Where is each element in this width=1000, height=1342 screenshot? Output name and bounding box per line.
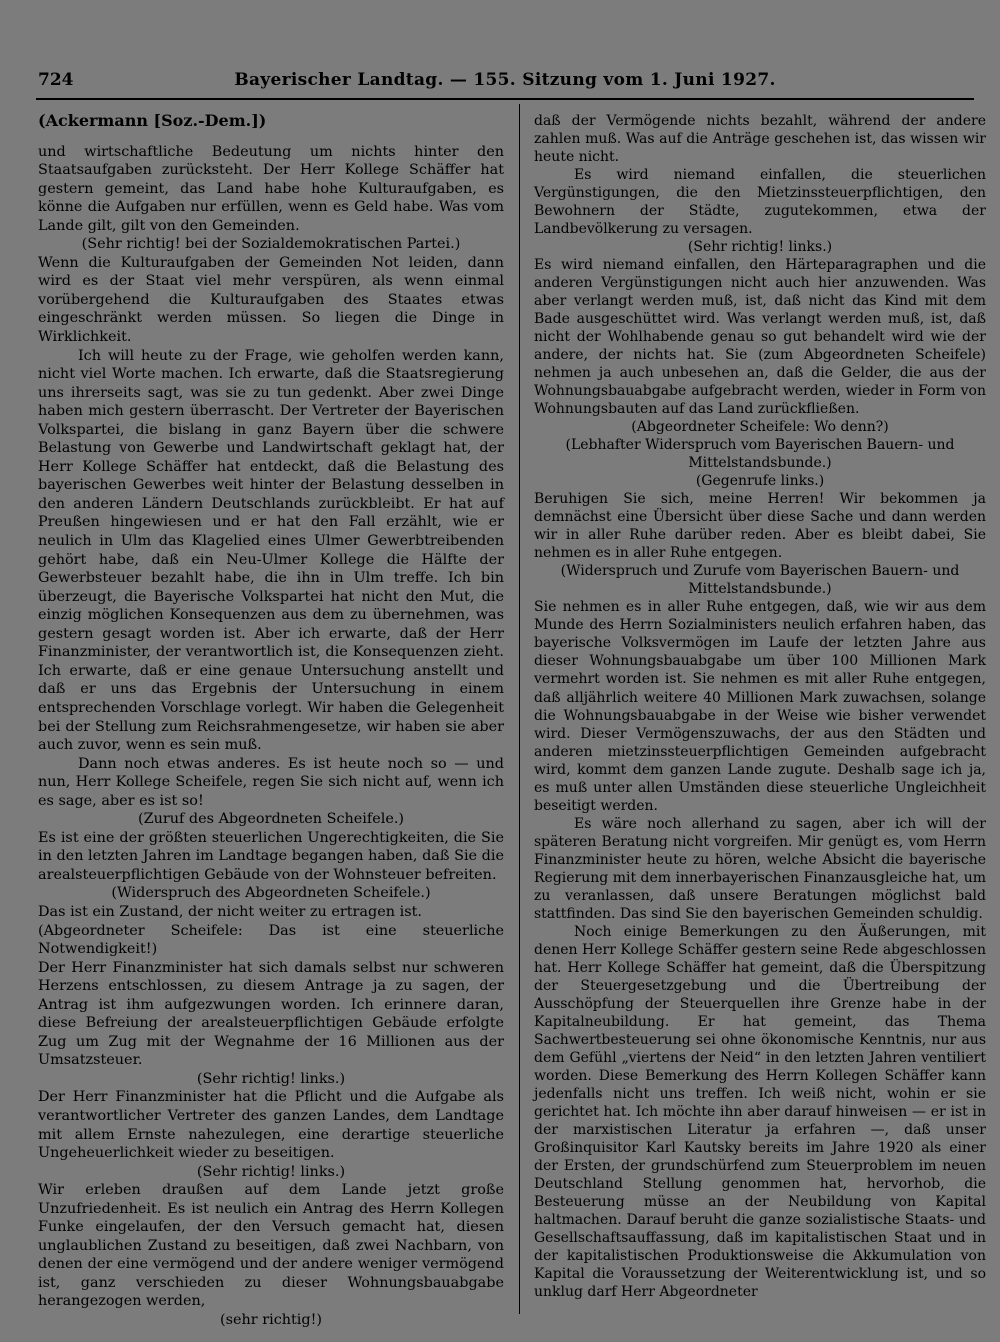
interjection: (Widerspruch und Zurufe vom Bayerischen Bauern- und Mittelstandsbunde.): [560, 563, 960, 598]
paragraph: daß der Vermögende nichts bezahlt, während der andere zahlen muß. Was auf die Anträge geschehen ist, das wissen wir heute nicht.: [534, 113, 986, 166]
paragraph: Der Herr Finanzminister hat die Pflicht und die Aufgabe als verantwortlicher Vertreter des ganzen Landes, dem Landtage mit allem Ernste nahezulegen, eine derartige steuerliche Ungeheuerlichkeit wieder zu beseitigen.: [38, 1089, 504, 1162]
interjection: (Sehr richtig! links.): [196, 1070, 346, 1087]
right-column: [534, 112, 986, 1301]
paragraph: Das ist ein Zustand, der nicht weiter zu ertragen ist.: [38, 903, 422, 920]
paragraph: Der Herr Finanzminister hat sich damals selbst nur schweren Herzens entschlossen, zu diesem Antrage ja zu sagen, der Antrag ist ihm aufgezwungen worden. Ich erinnere daran, diese Befreiung der arealsteuerpflichtigen Gebäude erfolgte Zug um Zug mit der Wegnahme der 16 Millionen aus der Umsatzsteuer.: [38, 959, 504, 1069]
paragraph: Es ist eine der größten steuerlichen Ungerechtigkeiten, die Sie in den letzten Jahren im Landtage begangen haben, daß Sie die arealsteuerpflichtigen Gebäude von der Wohnsteuer befreiten.: [38, 829, 504, 883]
interjection: (Gegenrufe links.): [695, 473, 825, 490]
paragraph: Sie nehmen es in aller Ruhe entgegen, daß, wie wir aus dem Munde des Herrn Sozialministers neulich erfahren haben, das bayerische Volksvermögen im Laufe der letzten Jahre aus dieser Wohnungsbauabgabe um über 100 Millionen Mark vermehrt worden ist. Sie nehmen es mit aller Ruhe entgegen, daß alljährlich weitere 40 Millionen Mark zuwachsen, solange die Wohnungsbauabgabe in der Weise wie bisher verwendet wird. Dieser Vermögenszuwachs, der aus den Städten und anderen mietzinssteuerpflichtigen Gemeinden aufgebracht wird, kommt dem ganzen Lande zugute. Deshalb sage ich ja, es muß unter allen Umständen diese steuerliche Ungleichheit beseitigt werden.: [534, 599, 986, 814]
interjection: (Sehr richtig! links.): [687, 239, 833, 256]
left-column: [38, 112, 504, 1330]
paragraph: Noch einige Bemerkungen zu den Äußerungen, mit denen Herr Kollege Schäffer gestern seine Rede abgeschlossen hat. Herr Kollege Schäffer hat gemeint, daß die Überspitzung der Steuergesetzgebung und die Übertreibung der Ausschöpfung der Steuerquellen ihre Grenze habe in der Kapitalneubildung. Er hat gemeint, das Thema Sachwertbesteuerung sei ohne ökonomische Kenntnis, nur aus dem Gefühl „viertens der Neid“ in den letzten Jahren ventiliert worden. Diese Bemerkung des Herrn Kollegen Schäffer kann jedenfalls nicht uns treffen. Ich weiß nicht, wohin er sie gerichtet hat. Ich möchte ihn aber darauf hinweisen — er ist in der marxistischen Literatur ja erfahren —, daß unser Großinquisitor Karl Kautsky bereits im Jahre 1920 als einer der Ersten, der grundschürfend zum Steuerproblem im neuen Deutschland Stellung genommen hat, hervorhob, die Besteuerung müsse an der Neubildung von Kapital haltmachen. Darauf beruht die ganze sozialistische Staats- und Gesellschaftsauffassung, daß im kapitalistischen Staat und in der kapitalistischen Produktionsweise die Akkumulation von Kapital die Voraussetzung der Weiterentwicklung ist, und so unklug darf Herr Abgeordneter: [534, 923, 986, 1301]
interjection: (Sehr richtig! links.): [196, 1163, 346, 1180]
interjection: (sehr richtig!): [219, 1312, 323, 1328]
paragraph: Wir erleben draußen auf dem Lande jetzt große Unzufriedenheit. Es ist neulich ein Antrag des Herrn Kollegen Funke eingelaufen, der den Versuch gemacht hat, diesen unglaublichen Zustand zu beseitigen, daß zwei Nachbarn, von denen der eine vermögend und der andere weniger vermögend ist, ganz verschieden zu dieser Wohnungsbauabgabe herangezogen werden,: [38, 1182, 504, 1310]
paragraph: Dann noch etwas anderes. Es ist heute noch so — und nun, Herr Kollege Scheifele, regen Sie sich nicht auf, wenn ich es sage, aber es ist so!: [38, 755, 504, 809]
paragraph: Es wäre noch allerhand zu sagen, aber ich will der späteren Beratung nicht vorgreifen. Mir genügt es, vom Herrn Finanzminister heute zu hören, welche Absicht die bayerische Regierung mit dem innerbayerischen Finanzausgleiche hat, um zu veranlassen, daß unsere Beratungen möglichst bald stattfinden. Das sind Sie den bayerischen Gemeinden schuldig.: [534, 815, 986, 922]
paragraph: Es wird niemand einfallen, die steuerlichen Vergünstigungen, die den Mietzinssteuerpflichtigen, den Bewohnern der Städte, zugutekommen, etwa der Landbevölkerung zu versagen.: [534, 167, 986, 238]
interjection: (Sehr richtig! bei der Sozialdemokratischen Partei.): [81, 236, 461, 253]
column-divider: [519, 104, 520, 1314]
paragraph: Beruhigen Sie sich, meine Herren! Wir bekommen ja demnächst eine Übersicht über diese Sache und dann werden wir in aller Ruhe darüber reden. Aber es bleibt dabei, Sie nehmen es in aller Ruhe entgegen.: [534, 491, 986, 562]
page-header: [38, 70, 972, 96]
running-head: Bayerischer Landtag. — 155. Sitzung vom 1. Juni 1927.: [234, 70, 776, 90]
interjection: (Zuruf des Abgeordneten Scheifele.): [137, 811, 405, 828]
paragraph: Ich will heute zu der Frage, wie geholfen werden kann, nicht viel Worte machen. Ich erwarte, daß die Staatsregierung uns ihrerseits sagt, was sie zu tun gedenkt. Aber zwei Dinge haben mich gestern überrascht. Der Vertreter der Bayerischen Volkspartei, die bislang in ganz Bayern über die schwere Belastung von Gewerbe und Landwirtschaft geklagt hat, der Herr Kollege Schäffer hat entdeckt, daß die Belastung des bayerischen Gewerbes weit hinter der Belastung desselben in den anderen Ländern Deutschlands zurückbleibt. Er hat auf Preußen hingewiesen und er hat den Fall erzählt, wie er neulich in Ulm das Klagelied eines Ulmer Gewerbtreibenden gehört habe, daß ein Neu-Ulmer Kollege die Hälfte der Gewerbsteuer bezahlt habe, die ihn in Ulm treffe. Ich bin überzeugt, die Bayerische Volkspartei hat nicht den Mut, die einzig möglichen Konsequenzen aus dem zu übernehmen, was gestern gesagt worden ist. Aber ich erwarte, daß der Herr Finanzminister, der verantwortlich ist, die Konsequenzen zieht. Ich erwarte, daß er eine genaue Untersuchung anstellt und daß er uns das Ergebnis der Untersuchung in einem entsprechenden Vorschlage vorlegt. Wir haben die Gelegenheit bei der Stellung zum Reichsrahmengesetze, wir haben sie aber auch zuvor, wenn es sein muß.: [38, 347, 504, 754]
page-number: 724: [38, 70, 74, 90]
paragraph: (Abgeordneter Scheifele: Das ist eine steuerliche Notwendigkeit!): [38, 922, 504, 958]
interjection: (Abgeordneter Scheifele: Wo denn?): [631, 419, 889, 436]
interjection: (Widerspruch des Abgeordneten Scheifele.): [111, 885, 431, 902]
paragraph: Es wird niemand einfallen, den Härteparagraphen und die anderen Vergünstigungen nicht auch hier anzuwenden. Was aber verlangt werden muß, ist, daß nicht das Kind mit dem Bade ausgeschüttet wird. Was verlangt werden muß, ist, daß nicht der Wohlhabende genau so gut behandelt wird wie der andere, der nichts hat. Sie (zum Abgeordneten Scheifele) nehmen ja auch unbesehen an, daß die Gelder, die aus der Wohnungsbauabgabe aufgebracht werden, wieder in Form von Wohnungsbauten auf das Land zurückfließen.: [534, 257, 986, 418]
interjection: (Lebhafter Widerspruch vom Bayerischen Bauern- und Mittelstandsbunde.): [565, 437, 955, 472]
speaker-label: (Ackermann [Soz.-Dem.]): [38, 111, 267, 130]
paragraph: und wirtschaftliche Bedeutung um nichts hinter den Staatsaufgaben zurücksteht. Der Herr Kollege Schäffer hat gestern gemeint, das Land habe hohe Kulturaufgaben, es könne die Aufgaben nur erfüllen, wenn es Geld habe. Was vom Lande gilt, gilt von den Gemeinden.: [38, 143, 504, 234]
header-rule: [36, 98, 974, 100]
paragraph: Wenn die Kulturaufgaben der Gemeinden Not leiden, dann wird es der Staat viel mehr verspüren, als wenn einmal vorübergehend die Kulturaufgaben des Staates etwas eingeschränkt werden müssen. So liegen die Dinge in Wirklichkeit.: [38, 254, 504, 346]
